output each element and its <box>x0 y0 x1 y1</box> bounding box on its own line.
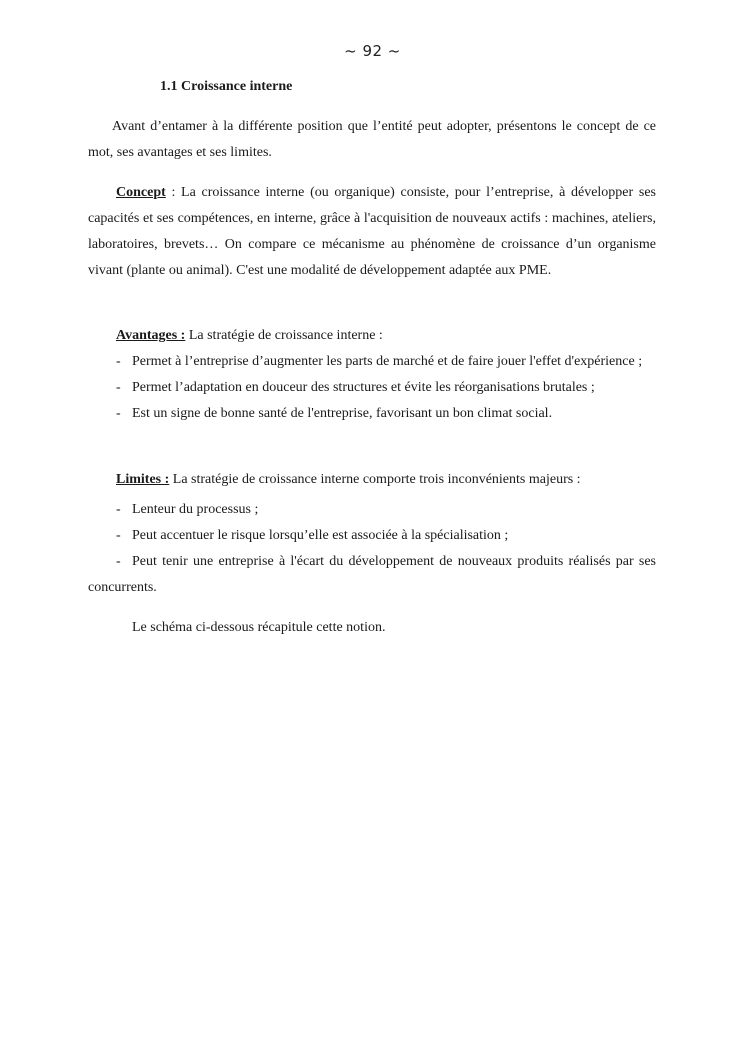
concept-paragraph <box>88 180 656 284</box>
avantages-list <box>88 349 656 427</box>
list-item <box>88 497 656 523</box>
list-item-text: Peut accentuer le risque lorsqu’elle est associée à la spécialisation ; <box>132 528 509 543</box>
list-item <box>88 523 656 549</box>
limites-list <box>88 497 656 601</box>
list-item <box>88 375 656 401</box>
avantages-intro: La stratégie de croissance interne : <box>185 328 383 343</box>
concept-label: Concept <box>116 185 166 200</box>
intro-paragraph: Avant d’entamer à la différente position que l’entité peut adopter, présentons le concept de ce mot, ses avantages et ses limites. <box>88 119 656 160</box>
list-item-text: Permet l’adaptation en douceur des structures et évite les réorganisations brutales ; <box>132 380 595 395</box>
limites-label: Limites : <box>116 472 170 487</box>
list-item <box>88 349 656 375</box>
list-item-text: Lenteur du processus ; <box>132 502 259 517</box>
dash-marker: - <box>116 554 121 569</box>
page-number: ~ 92 ~ <box>344 42 401 60</box>
concept-text: : La croissance interne (ou organique) consiste, pour l’entreprise, à développer ses capacités et ses compétences, en interne, grâce à l'acquisition de nouveaux actifs : machines, ateliers, laboratoires, brevets… On compare ce mécanisme au phénomène de croissance d’un organisme vivant (plante ou animal). C'est une modalité de développement adaptée aux PME. <box>88 185 656 278</box>
list-item <box>88 401 656 427</box>
schema-paragraph: Le schéma ci-dessous récapitule cette notion. <box>132 620 386 635</box>
list-item-text: Est un signe de bonne santé de l'entreprise, favorisant un bon climat social. <box>132 406 553 421</box>
avantages-label: Avantages : <box>116 328 186 343</box>
dash-marker: - <box>116 354 121 369</box>
dash-marker: - <box>116 380 121 395</box>
avantages-heading <box>88 323 656 349</box>
list-item-text: Peut tenir une entreprise à l'écart du développement de nouveaux produits réalisés par ses concurrents. <box>88 554 656 595</box>
limites-heading <box>88 467 656 493</box>
dash-marker: - <box>116 528 121 543</box>
dash-marker: - <box>116 406 121 421</box>
limites-intro: La stratégie de croissance interne comporte trois inconvénients majeurs : <box>169 472 581 487</box>
list-item <box>88 549 656 601</box>
dash-marker: - <box>116 502 121 517</box>
list-item-text: Permet à l’entreprise d’augmenter les parts de marché et de faire jouer l'effet d'expérience ; <box>132 354 643 369</box>
section-title: 1.1 Croissance interne <box>160 79 293 94</box>
